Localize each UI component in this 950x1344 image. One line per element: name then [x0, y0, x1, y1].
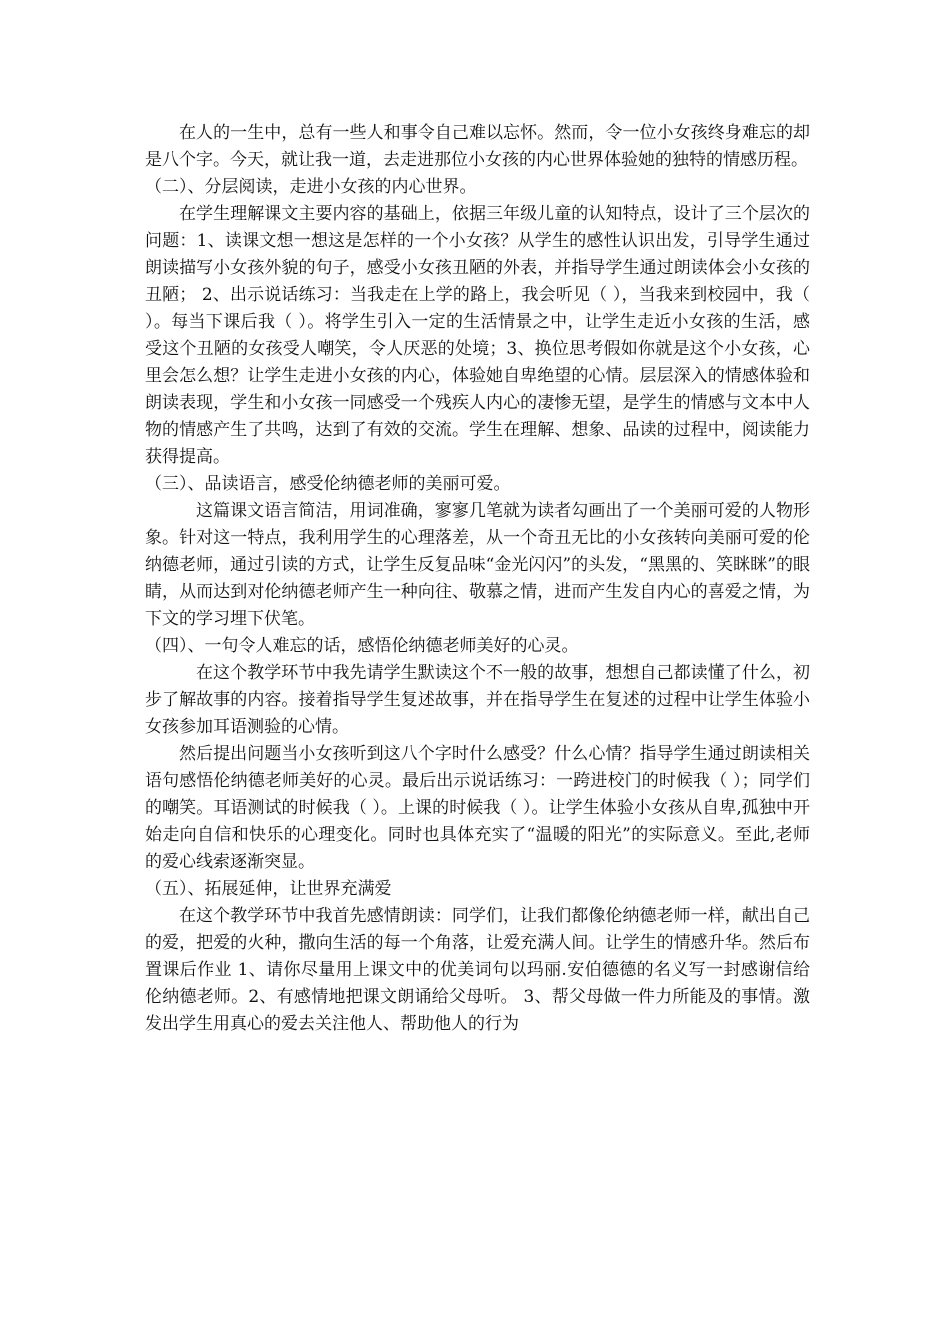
- section-heading-2: （二）、分层阅读，走进小女孩的内心世界。: [145, 177, 477, 197]
- paragraph-section-4b: 然后提出问题当小女孩听到这八个字时什么感受？什么心情？指导学生通过朗读相关语句感悟伦纳德老师美好的心灵。最后出示说话练习：一跨进校门的时候我（ ）；同学们的嘲笑。耳语测试的时候我（ ）。上课的时候我（ ）。让学生体验小女孩从自卑,孤独中开始走向自信和快乐的心理变化。同时也具体充实了“温暖的阳光”的实际意义。至此,老师的爱心线索逐渐突显。: [145, 744, 810, 872]
- document-page: [145, 120, 810, 1038]
- paragraph-section-3: 这篇课文语言简洁，用词准确，寥寥几笔就为读者勾画出了一个美丽可爱的人物形象。针对这一特点，我利用学生的心理落差，从一个奇丑无比的小女孩转向美丽可爱的伦纳德老师，通过引读的方式，让学生反复品味“金光闪闪”的头发，“黑黑的、笑眯眯”的眼睛，从而达到对伦纳德老师产生一种向往、敬慕之情，进而产生发自内心的喜爱之情，为下文的学习埋下伏笔。: [145, 501, 810, 629]
- paragraph-section-2: 在学生理解课文主要内容的基础上，依据三年级儿童的认知特点，设计了三个层次的问题：1、读课文想一想这是怎样的一个小女孩？从学生的感性认识出发，引导学生通过朗读描写小女孩外貌的句子，感受小女孩丑陋的外表，并指导学生通过朗读体会小女孩的丑陋； 2、出示说话练习：当我走在上学的路上，我会听见（ ），当我来到校园中，我（ ）。每当下课后我（ ）。将学生引入一定的生活情景之中，让学生走近小女孩的生活，感受这个丑陋的女孩受人嘲笑，令人厌恶的处境；3、换位思考假如你就是这个小女孩，心里会怎么想？让学生走进小女孩的内心，体验她自卑绝望的心情。层层深入的情感体验和朗读表现，学生和小女孩一同感受一个残疾人内心的凄惨无望，是学生的情感与文本中人物的情感产生了共鸣，达到了有效的交流。学生在理解、想象、品读的过程中，阅读能力获得提高。: [145, 204, 810, 467]
- section-heading-4: （四）、一句令人难忘的话，感悟伦纳德老师美好的心灵。: [145, 636, 579, 656]
- section-heading-3: （三）、品读语言，感受伦纳德老师的美丽可爱。: [145, 474, 511, 494]
- paragraph-section-5: 在这个教学环节中我首先感情朗读：同学们，让我们都像伦纳德老师一样，献出自己的爱，把爱的火种，撒向生活的每一个角落，让爱充满人间。让学生的情感升华。然后布置课后作业 1、请你尽量用上课文中的优美词句以玛丽.安伯德德的名义写一封感谢信给伦纳德老师。2、有感情地把课文朗诵给父母听。 3、帮父母做一件力所能及的事情。激发出学生用真心的爱去关注他人、帮助他人的行为: [145, 906, 810, 1034]
- paragraph-intro: 在人的一生中，总有一些人和事令自己难以忘怀。然而，令一位小女孩终身难忘的却是八个字。今天，就让我一道，去走进那位小女孩的内心世界体验她的独特的情感历程。: [145, 123, 810, 170]
- paragraph-section-4a: 在这个教学环节中我先请学生默读这个不一般的故事，想想自己都读懂了什么，初步了解故事的内容。接着指导学生复述故事，并在指导学生在复述的过程中让学生体验小女孩参加耳语测验的心情。: [145, 663, 810, 737]
- section-heading-5: （五）、拓展延伸，让世界充满爱: [145, 879, 392, 899]
